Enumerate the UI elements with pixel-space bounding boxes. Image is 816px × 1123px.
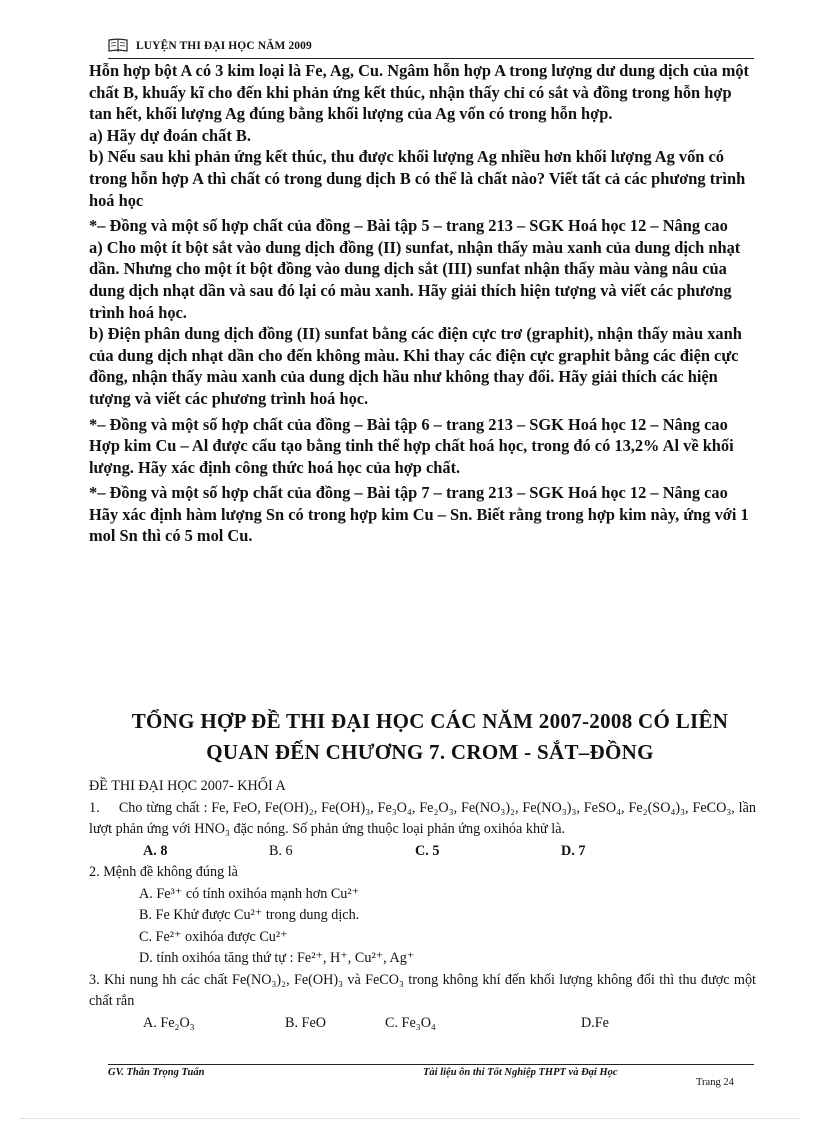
question-1-number: 1. [89, 799, 100, 816]
section-5-part-a: a) Cho một ít bột sắt vào dung dịch đồng (II) sunfat, nhận thấy màu xanh của dung dịch nhạt dần. Nhưng cho một ít bột đồng vào dung dịch sắt (III) sunfat nhận thấy màu vàng nâu của dung dịch nhạt dần và sau đó lại có màu xanh. Hãy giải thích hiện tượng và viết các phương trình hoá học. [89, 237, 741, 322]
section-7-heading: *– Đồng và một số hợp chất của đồng – Bài tập 7 – trang 213 – SGK Hoá học 12 – Nâng cao [89, 483, 728, 503]
q2-option-b[interactable]: B. Fe Khử được Cu²⁺ trong dung dịch. [139, 907, 360, 923]
q3-option-d[interactable]: D.Fe [581, 1014, 609, 1031]
section-5-heading: *– Đồng và một số hợp chất của đồng – Bài tập 5 – trang 213 – SGK Hoá học 12 – Nâng cao [89, 216, 728, 236]
main-content [89, 60, 756, 547]
q1-option-a[interactable]: A. 8 [143, 842, 168, 859]
exam-section [89, 776, 756, 1034]
page-footer [108, 1064, 754, 1087]
footer-author: GV. Thân Trọng Tuấn [108, 1067, 205, 1078]
q1-option-b[interactable]: B. 6 [269, 842, 293, 859]
problem-1-part-a: a) Hãy dự đoán chất B. [89, 125, 251, 145]
q3-option-a[interactable]: A. Fe₂O₃ [143, 1014, 195, 1031]
question-1-text: Cho từng chất : Fe, FeO, Fe(OH)₂, Fe(OH)₃, Fe₃O₄, Fe₂O₃, Fe(NO₃)₂, Fe(NO₃)₃, FeSO₄, Fe₂(SO₄)₃, FeCO₃, lần lượt phản ứng với HNO₃ đặc nóng. Số phản ứng thuộc loại phản ứng oxihóa khử là. [89, 799, 757, 837]
q3-option-b[interactable]: B. FeO [285, 1014, 326, 1031]
q1-option-c[interactable]: C. 5 [415, 842, 440, 859]
problem-1-part-b: b) Nếu sau khi phản ứng kết thúc, thu được khối lượng Ag nhiều hơn khối lượng Ag vốn có trong hỗn hợp A thì chất có trong dung dịch B có thể là chất nào? Viết tất cả các phương trình hoá học [89, 147, 746, 210]
question-2-stem: 2. Mệnh đề không đúng là [89, 864, 238, 880]
exam-heading: ĐỀ THI ĐẠI HỌC 2007- KHỐI A [89, 778, 286, 794]
section-7-text: Hãy xác định hàm lượng Sn có trong hợp kim Cu – Sn. Biết rằng trong hợp kim này, ứng với 1 mol Sn thì có 5 mol Cu. [89, 504, 749, 546]
question-3-stem: 3. Khi nung hh các chất Fe(NO₃)₂, Fe(OH)₃ và FeCO₃ trong không khí đến khối lượng không đổi thì thu được một chất rắn [89, 971, 756, 1009]
book-icon [108, 38, 128, 52]
chapter-title-line-2: QUAN ĐẾN CHƯƠNG 7. CROM - SẮT–ĐỒNG [206, 740, 654, 764]
q2-option-a[interactable]: A. Fe³⁺ có tính oxihóa mạnh hơn Cu²⁺ [139, 885, 360, 902]
bottom-divider [20, 1118, 800, 1119]
header-title: LUYỆN THI ĐẠI HỌC NĂM 2009 [136, 40, 312, 52]
section-5-part-b: b) Điện phân dung dịch đồng (II) sunfat bằng các điện cực trơ (graphit), nhận thấy màu xanh của dung dịch nhạt dần cho đến không màu. Khi thay các điện cực graphit bằng các điện cực đồng, nhận thấy màu xanh của dung dịch hầu như không thay đổi. Hãy giải thích các hiện tượng và viết các phương trình hoá học. [89, 324, 742, 408]
section-6-heading: *– Đồng và một số hợp chất của đồng – Bài tập 6 – trang 213 – SGK Hoá học 12 – Nâng cao [89, 414, 728, 434]
q2-option-c[interactable]: C. Fe²⁺ oxihóa được Cu²⁺ [139, 928, 288, 945]
section-6-text: Hợp kim Cu – Al được cấu tạo bằng tinh thể hợp chất hoá học, trong đó có 13,2% Al về khối lượng. Hãy xác định công thức hoá học của hợp chất. [89, 436, 734, 477]
question-1 [89, 798, 756, 841]
q2-option-d[interactable]: D. tính oxihóa tăng thứ tự : Fe²⁺, H⁺, Cu²⁺, Ag⁺ [139, 950, 415, 966]
q1-option-d[interactable]: D. 7 [561, 842, 586, 859]
question-1-options [89, 841, 756, 863]
page-header [108, 38, 754, 59]
problem-1-text: Hỗn hợp bột A có 3 kim loại là Fe, Ag, Cu. Ngâm hỗn hợp A trong lượng dư dung dịch của một chất B, khuấy kĩ cho đến khi phản ứng kết thúc, nhận thấy chỉ có sắt và đồng trong hỗn hợp tan hết, khối lượng Ag đúng bằng khối lượng của Ag vốn có trong hỗn hợp. [89, 61, 750, 124]
chapter-title-line-1: TỔNG HỢP ĐỀ THI ĐẠI HỌC CÁC NĂM 2007-2008 CÓ LIÊN [131, 709, 729, 733]
page-number: Trang 24 [696, 1077, 734, 1088]
chapter-title [70, 706, 790, 768]
footer-document: Tài liệu ôn thi Tốt Nghiệp THPT và Đại Học [423, 1067, 618, 1078]
question-3-options [89, 1013, 756, 1035]
q3-option-c[interactable]: C. Fe₃O₄ [385, 1014, 436, 1031]
